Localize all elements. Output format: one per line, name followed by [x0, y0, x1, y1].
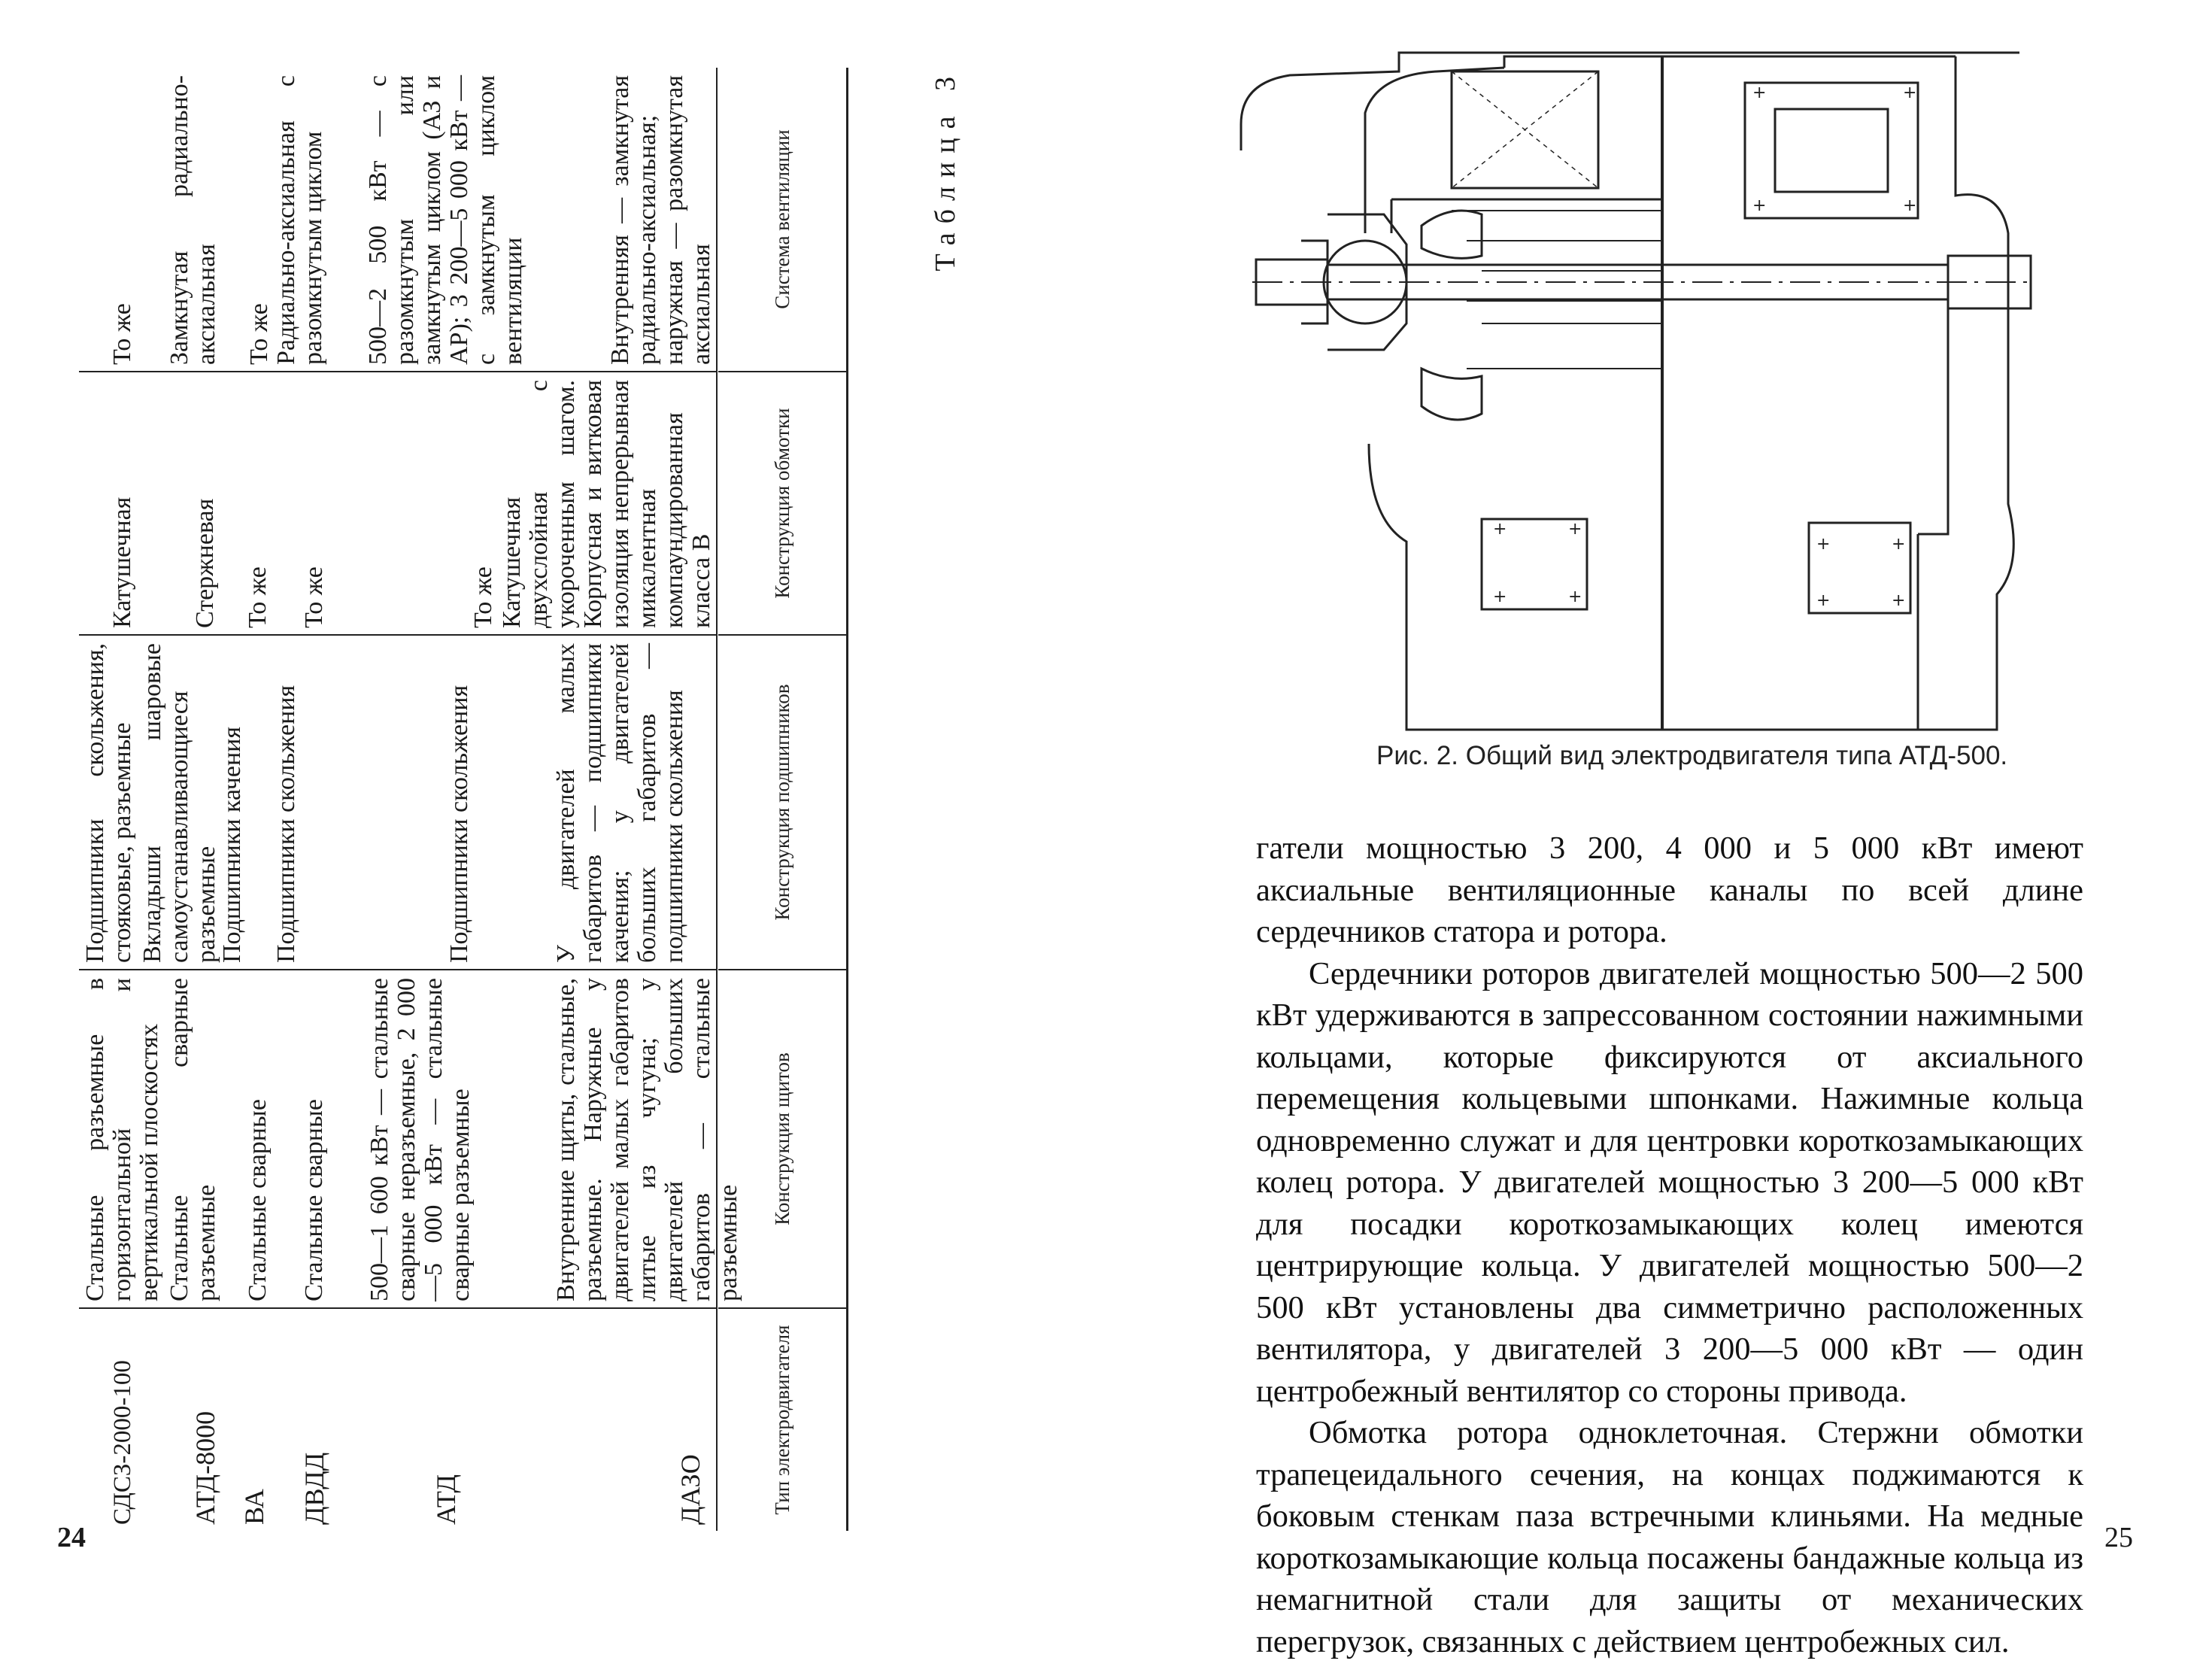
page-number-right: 25	[2104, 1522, 2133, 1553]
winding-end-top	[1422, 211, 1482, 258]
column-divider	[79, 634, 716, 636]
terminal-window	[1775, 109, 1888, 192]
cell-bearings-dazo: У двигателей малых габаритов — подшипники качения; у двигателей больших габаритов — подшипники скольжения	[552, 643, 688, 963]
cell-type-atd: АТД	[431, 1474, 461, 1525]
cell-ventilation-va: То же	[245, 303, 273, 365]
table-title: Таблица 3	[930, 68, 961, 272]
header-bearings: Конструкция подшипников	[770, 684, 793, 921]
bolt-mark: +	[1752, 196, 1767, 215]
stator-lamination	[1452, 211, 1662, 271]
body-text	[1256, 827, 2083, 1662]
paragraph: Сердечники роторов двигателей мощностью 500—2 500 кВт удерживаются в запрессованном состоянии нажимными кольцами, которые фиксируются от аксиального перемещения кольцевыми шпонками. Нажимные кольца одновременно служат и для центровки короткозамыкающих колец ротора. У двигателей мощностью 3 200—5 000 кВт для посадки короткозамыкающих колец имеются центрирующие кольца. У двигателей мощностью 500—2 500 кВт установлены два симметрично расположенных вентилятора, у двигателей 3 200—5 000 кВт — один центробежный вентилятор со стороны привода.	[1256, 955, 2083, 1409]
column-divider	[79, 969, 716, 970]
header-motor-type: Тип электродвигателя	[770, 1325, 793, 1515]
cell-type-dvdd: ДВДД	[299, 1452, 329, 1525]
rotated-table	[79, 68, 966, 1531]
frame-top-edge	[1504, 56, 1956, 68]
cell-winding-va: То же	[244, 566, 272, 628]
cell-shields-atd: 500—1 600 кВт — стальные сварные неразъемные, 2 000—5 000 кВт — стальные сварные разъемные	[366, 978, 475, 1301]
cell-type-dazo: ДАЗО	[675, 1454, 705, 1525]
cell-bearings-dvdd: Подшипники скольжения	[272, 685, 300, 963]
winding-end-bottom	[1422, 369, 1482, 420]
cell-ventilation-dvdd: Радиально-аксиальная с разомкнутым циклом	[272, 75, 327, 365]
bolt-marks	[1493, 83, 1916, 610]
cell-ventilation-dazo: Внутренняя — замкнутая радиально-аксиальная; наружная — разомкнутая аксиальная	[606, 75, 715, 365]
motor-drawing	[1256, 53, 2031, 745]
cell-shields-atd-8000: Стальные сварные разъемные	[165, 978, 220, 1301]
table-top-rule	[846, 68, 848, 1531]
bolt-mark: +	[1493, 588, 1507, 606]
cell-shields-dazo: Внутренние щиты, стальные, разъемные. Наружные у двигателей малых габаритов литые из чугуна; у двигателей больших габаритов — стальные разъемные	[552, 978, 742, 1301]
bolt-mark: +	[1568, 588, 1582, 606]
right-bearing-support	[1918, 301, 1948, 730]
rotor-lamination	[1467, 301, 1662, 369]
cell-type-sdsz: СДСЗ-2000-100	[109, 1360, 136, 1525]
cell-ventilation-atd-8000: Замкнутая радиально-аксиальная	[165, 75, 220, 365]
cell-shields-dvdd: Стальные сварные	[300, 1099, 328, 1301]
bolt-mark: +	[1903, 196, 1917, 215]
column-divider	[79, 371, 716, 372]
header-ventilation: Система вентиляции	[770, 129, 793, 309]
cell-winding-sdsz: Катушечная	[108, 496, 136, 628]
bolt-mark: +	[1816, 591, 1831, 610]
left-housing	[1391, 199, 1662, 233]
right-page	[1106, 0, 2212, 1676]
column-divider	[79, 1307, 716, 1309]
cell-bearings-sdsz: Подшипники скольжения, стояковые, разъемные	[81, 643, 136, 963]
left-bottom-housing	[1369, 444, 1662, 730]
cell-ventilation-atd: 500—2 500 кВт — с разомкнутым или замкнутым циклом (АЗ и АР); 3 200—5 000 кВт — с замкнутым циклом вентиляции	[364, 75, 527, 365]
cell-winding-dazo: Катушечная двухслойная с укороченным шагом. Корпусная и витковая изоляция непрерывная микалентная компаундированная класса В	[498, 380, 715, 628]
bolt-mark: +	[1903, 83, 1917, 102]
cell-type-atd-8000: АТД-8000	[190, 1410, 220, 1525]
cell-winding-dvdd: То же	[300, 566, 328, 628]
cell-shields-sdsz: Стальные разъемные в горизонтальной и вертикальной плоскостях	[81, 978, 163, 1301]
right-terminal-box	[1745, 83, 1918, 218]
header-shields: Конструкция щитов	[770, 1052, 793, 1225]
paragraph: гатели мощностью 3 200, 4 000 и 5 000 кВт имеют аксиальные вентиляционные каналы по всей длине сердечников статора и ротора.	[1256, 830, 2083, 949]
cell-type-va: ВА	[239, 1489, 269, 1525]
cell-bearings-va: Подшипники качения	[218, 726, 246, 963]
cell-bearings-atd-8000: Вкладыши шаровые самоустанавливающиеся разъемные	[138, 643, 220, 963]
right-bottom-housing	[1662, 369, 2013, 730]
bolt-mark: +	[1892, 591, 1906, 610]
bolt-mark: +	[1892, 535, 1906, 554]
cell-winding-atd: То же	[469, 566, 497, 628]
bolt-mark: +	[1568, 520, 1582, 539]
bolt-mark: +	[1493, 520, 1507, 539]
paragraph: Обмотка ротора одноклеточная. Стержни обмотки трапецеидального сечения, на концах поджимаются к боковым стенкам паза встречными клиньями. На медные короткозамыкающие кольца посажены бандажные кольца из немагнитной стали для защиты от механических перегрузок, связанных с действием центробежных сил.	[1256, 1415, 2083, 1659]
page-number-left: 24	[57, 1522, 86, 1553]
cell-shields-va: Стальные сварные	[244, 1099, 272, 1301]
header-winding: Конструкция обмотки	[770, 408, 793, 599]
cell-winding-atd-8000: Стержневая	[191, 498, 219, 628]
bolt-mark: +	[1816, 535, 1831, 554]
bolt-mark: +	[1752, 83, 1767, 102]
left-end-shield	[1365, 68, 1504, 233]
cell-bearings-atd: Подшипники скольжения	[445, 685, 473, 963]
figure-caption: Рис. 2. Общий вид электродвигателя типа АТД-500.	[1376, 741, 2008, 770]
header-rule	[716, 68, 718, 1531]
cell-ventilation-sdsz: То же	[108, 303, 136, 365]
right-end-shield	[1956, 56, 2008, 369]
